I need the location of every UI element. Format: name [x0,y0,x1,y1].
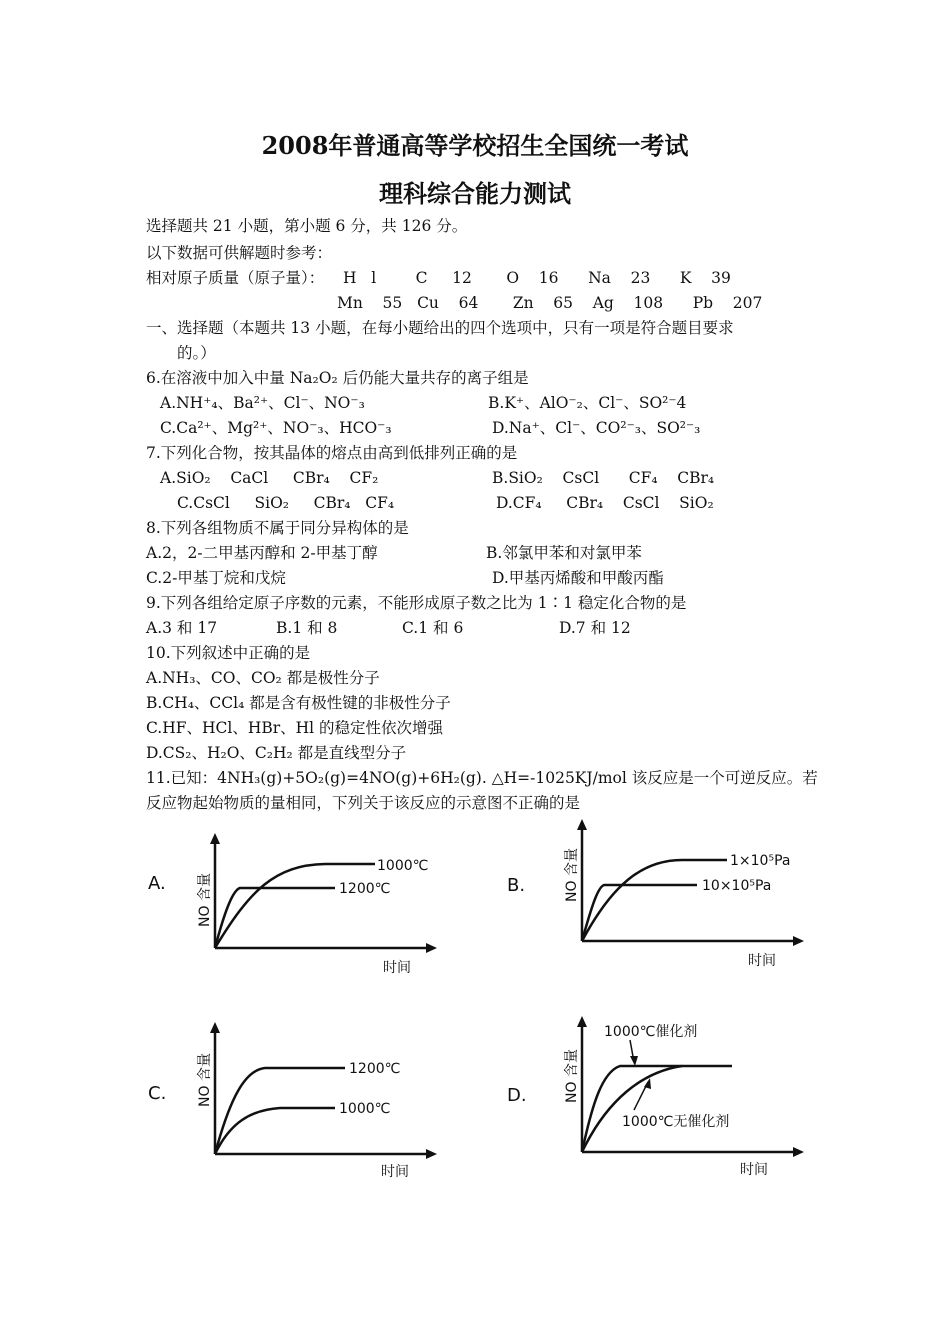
graph-b-xlabel: 时间 [748,953,776,969]
q10-option-c: C.HF、HCl、HBr、Hl 的稳定性依次增强 [146,719,444,737]
graph-c [185,1018,455,1178]
section-heading-1: 一、选择题（本题共 13 小题，在每小题给出的四个选项中，只有一项是符合题目要求 [146,319,734,337]
graph-a [185,830,445,980]
graph-d-x-arrow [793,1147,804,1157]
graph-b-y-arrow [577,819,587,830]
graph-d-option-label: D. [507,1085,527,1106]
graph-a-option-label: A. [148,873,166,894]
section-heading-2: 的。） [177,344,216,362]
q7-option-b: B.SiO₂ CsCl CF₄ CBr₄ [492,469,715,487]
graph-b-option-label: B. [507,875,526,896]
intro-line-2: 以下数据可供解题时参考： [146,244,333,262]
graph-d-axes [582,1024,797,1152]
graph-b-bottom-curve-label: 10×10⁵Pa [702,878,772,894]
graph-c-x-arrow [426,1149,437,1159]
graph-a-y-arrow [210,833,220,844]
graph-c-curve-bottom [215,1108,335,1154]
graph-a-top-curve-label: 1000℃ [377,858,429,874]
q9-option-d: D.7 和 12 [559,619,631,637]
q6-option-b: B.K⁺、AlO⁻₂、Cl⁻、SO²⁻4 [488,394,687,412]
graph-a-ylabel: NO 含量 [197,873,213,927]
graph-a-xlabel: 时间 [383,960,411,976]
graph-b-x-arrow [793,936,804,946]
graph-c-curve-top [215,1068,345,1154]
graph-c-xlabel: 时间 [381,1164,409,1178]
graph-a-curve-bottom [215,888,335,948]
graph-a-curve-top [215,864,375,948]
q9-option-b: B.1 和 8 [276,619,338,637]
q8-option-b: B.邻氯甲苯和对氯甲苯 [486,544,642,562]
q9-option-c: C.1 和 6 [402,619,464,637]
q8-option-a: A.2，2-二甲基丙醇和 2-甲基丁醇 [146,544,378,562]
q7-option-c: C.CsCl SiO₂ CBr₄ CF₄ [177,494,395,512]
q6-option-a: A.NH⁺₄、Ba²⁺、Cl⁻、NO⁻₃ [160,394,365,412]
atomic-mass-row-1: H l C 12 O 16 Na 23 K 39 [343,269,731,287]
graph-d-catalyst-arrowhead [630,1056,638,1066]
q10-stem: 10.下列叙述中正确的是 [146,644,311,662]
graph-c-ylabel: NO 含量 [197,1053,213,1107]
q7-option-a: A.SiO₂ CaCl CBr₄ CF₂ [160,469,379,487]
graph-d-no-catalyst-label: 1000℃无催化剂 [622,1114,730,1130]
graph-d-catalyst-label: 1000℃催化剂 [604,1024,698,1040]
q10-option-d: D.CS₂、H₂O、C₂H₂ 都是直线型分子 [146,744,407,762]
q8-stem: 8.下列各组物质不属于同分异构体的是 [146,519,409,537]
graph-c-option-label: C. [148,1083,167,1104]
exam-title: 2008年普通高等学校招生全国统一考试 [261,131,689,160]
q11-stem-2: 反应物起始物质的量相同，下列关于该反应的示意图不正确的是 [146,794,581,812]
q8-option-c: C.2-甲基丁烷和戊烷 [146,569,286,587]
q9-option-a: A.3 和 17 [146,619,218,637]
graph-a-x-arrow [426,943,437,953]
q6-option-d: D.Na⁺、Cl⁻、CO²⁻₃、SO²⁻₃ [492,419,701,437]
graph-d [552,1010,832,1180]
graph-c-axes [215,1030,430,1154]
q7-option-d: D.CF₄ CBr₄ CsCl SiO₂ [496,494,714,512]
q10-option-b: B.CH₄、CCl₄ 都是含有极性键的非极性分子 [146,694,451,712]
q9-stem: 9.下列各组给定原子序数的元素，不能形成原子数之比为 1∶1 稳定化合物的是 [146,594,687,612]
graph-c-top-curve-label: 1200℃ [349,1061,401,1077]
graph-b-ylabel: NO 含量 [564,848,580,902]
graph-d-curve-no-catalyst [582,1066,682,1152]
q11-stem-1: 11.已知：4NH₃(g)+5O₂(g)=4NO(g)+6H₂(g). △H=-1025KJ/mol 该反应是一个可逆反应。若 [146,769,818,787]
graph-d-ylabel: NO 含量 [564,1049,580,1103]
graph-d-xlabel: 时间 [740,1162,768,1178]
q6-option-c: C.Ca²⁺、Mg²⁺、NO⁻₃、HCO⁻₃ [160,419,392,437]
atomic-mass-row-2: Mn 55 Cu 64 Zn 65 Ag 108 Pb 207 [337,294,763,312]
graph-d-y-arrow [577,1016,587,1027]
q7-stem: 7.下列化合物，按其晶体的熔点由高到低排列正确的是 [146,444,518,462]
graph-a-bottom-curve-label: 1200℃ [339,881,391,897]
graph-b [552,815,822,970]
q10-option-a: A.NH₃、CO、CO₂ 都是极性分子 [146,669,380,687]
q8-option-d: D.甲基丙烯酸和甲酸丙酯 [492,569,664,587]
intro-line-1: 选择题共 21 小题，第小题 6 分，共 126 分。 [146,217,468,235]
exam-subtitle: 理科综合能力测试 [379,179,571,208]
graph-d-curve-catalyst [582,1066,732,1152]
graph-b-curve-top [582,860,727,941]
atomic-mass-label: 相对原子质量（原子量）： [146,269,325,287]
graph-a-axes [215,840,430,948]
graph-b-top-curve-label: 1×10⁵Pa [730,853,791,869]
q6-stem: 6.在溶液中加入中量 Na₂O₂ 后仍能大量共存的离子组是 [146,369,529,387]
graph-c-bottom-curve-label: 1000℃ [339,1101,391,1117]
graph-c-y-arrow [210,1022,220,1033]
